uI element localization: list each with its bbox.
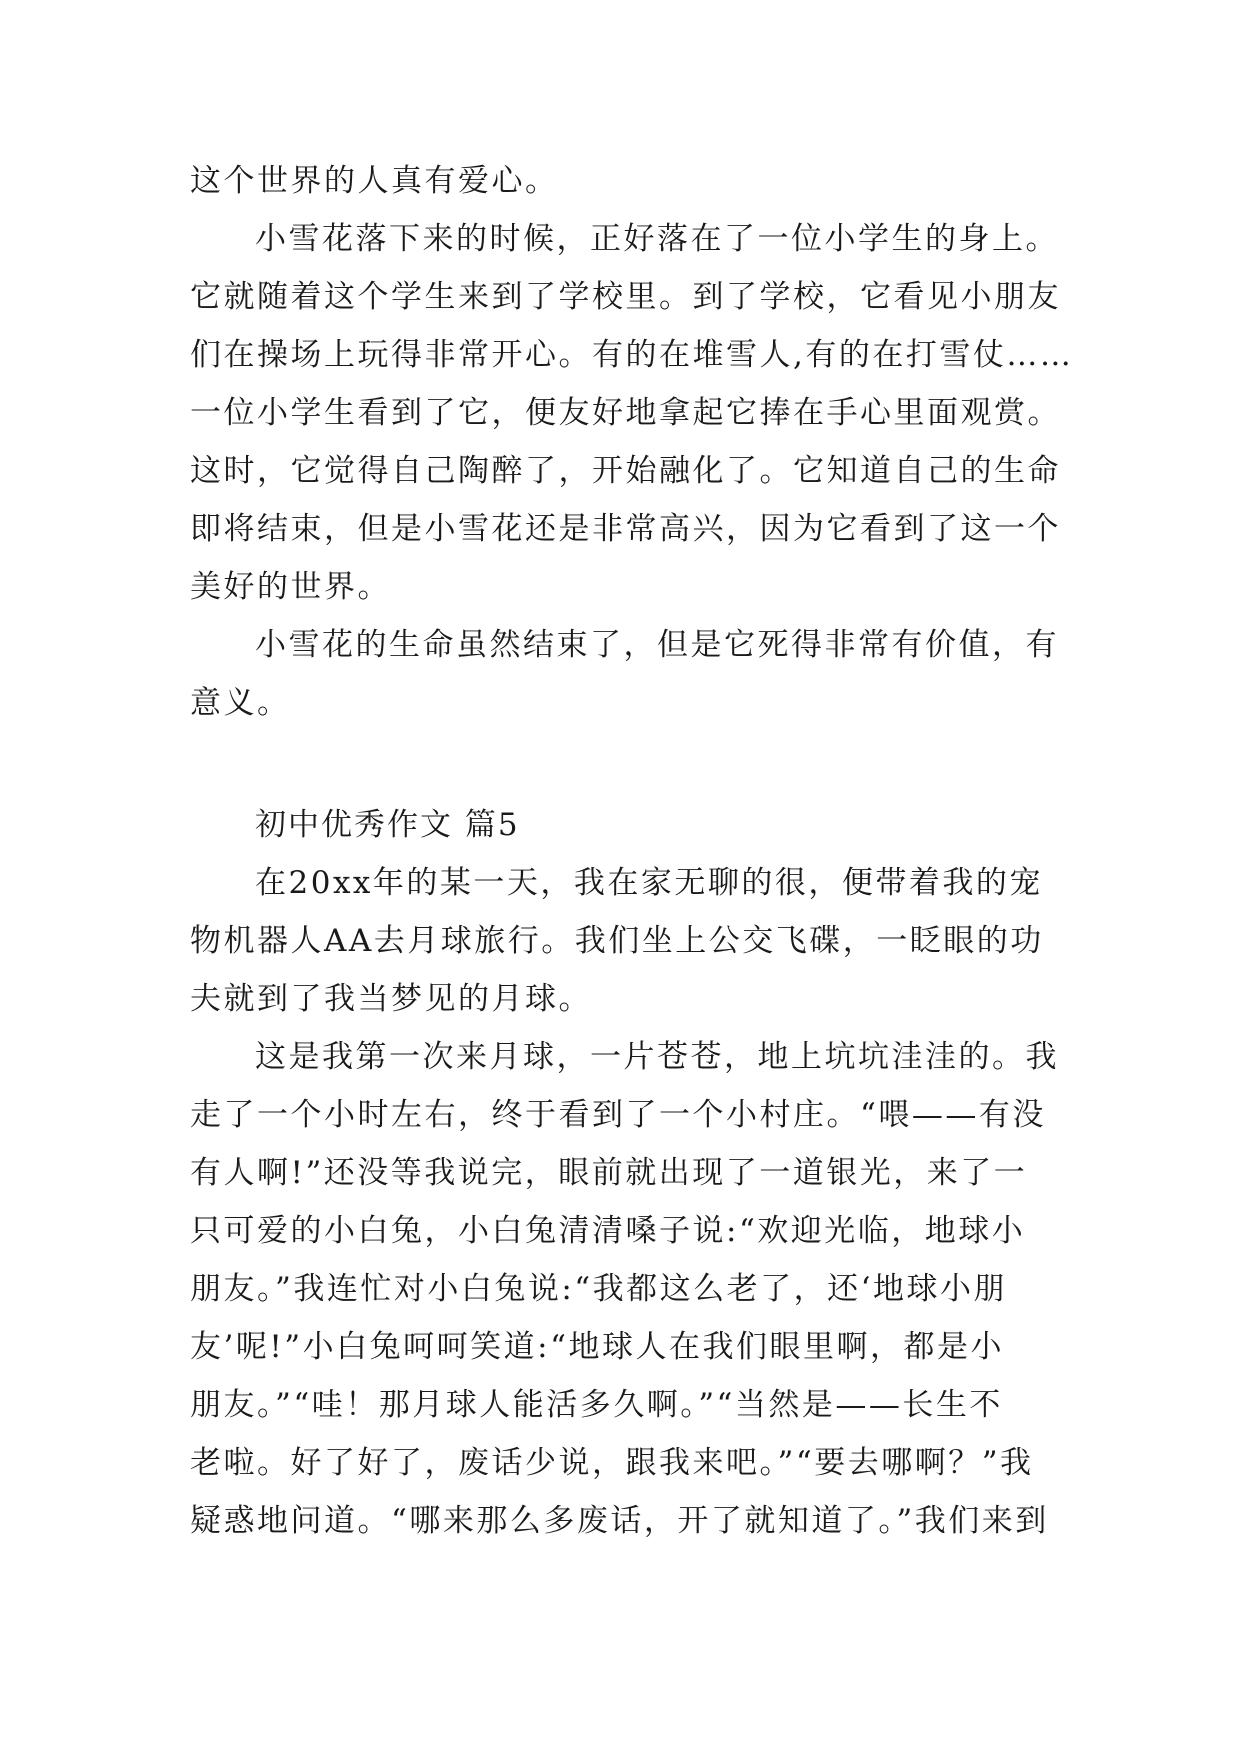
text-line: 疑惑地问道。“哪来那么多废话，开了就知道了。”我们来到 <box>190 1503 1049 1539</box>
paragraph <box>190 1028 1059 1550</box>
text-line: 朋友。”“哇！那月球人能活多久啊。”“当然是——长生不 <box>190 1387 1003 1423</box>
text-line: 友’呢!”小白兔呵呵笑道:“地球人在我们眼里啊，都是小 <box>190 1329 1004 1365</box>
text-line: 一位小学生看到了它，便友好地拿起它捧在手心里面观赏。 <box>190 395 1061 431</box>
text-line: 这个世界的人真有爱心。 <box>190 163 559 199</box>
text-line: 意义。 <box>190 685 291 721</box>
paragraph <box>190 210 1074 616</box>
section-spacer <box>190 732 1050 796</box>
text-line: 物机器人AA去月球旅行。我们坐上公交飞碟，一眨眼的功 <box>190 923 1044 959</box>
text-line: 在20xx年的某一天，我在家无聊的很，便带着我的宠 <box>255 865 1043 901</box>
text-line: 小雪花落下来的时候，正好落在了一位小学生的身上。 <box>255 221 1059 257</box>
paragraph <box>190 616 1059 732</box>
text-line: 这时，它觉得自己陶醉了，开始融化了。它知道自己的生命 <box>190 453 1061 489</box>
text-line: 小雪花的生命虽然结束了，但是它死得非常有价值，有 <box>255 627 1059 663</box>
text-line: 即将结束，但是小雪花还是非常高兴，因为它看到了这一个 <box>190 511 1061 547</box>
text-line: 有人啊!”还没等我说完，眼前就出现了一道银光，来了一 <box>190 1155 1028 1191</box>
text-line: 它就随着这个学生来到了学校里。到了学校，它看见小朋友 <box>190 279 1061 315</box>
text-line: 们在操场上玩得非常开心。有的在堆雪人,有的在打雪仗…… <box>190 337 1074 373</box>
paragraph <box>190 854 1050 1028</box>
text-line: 老啦。好了好了，废话少说，跟我来吧。”“要去哪啊？”我 <box>190 1445 1034 1481</box>
text-line: 夫就到了我当梦见的月球。 <box>190 981 592 1017</box>
text-line: 这是我第一次来月球，一片苍苍，地上坑坑洼洼的。我 <box>255 1039 1059 1075</box>
section-heading: 初中优秀作文 篇5 <box>255 807 520 843</box>
text-line: 美好的世界。 <box>190 569 391 605</box>
text-line: 只可爱的小白兔，小白兔清清嗓子说:“欢迎光临，地球小 <box>190 1213 1026 1249</box>
text-line: 朋友。”我连忙对小白兔说:“我都这么老了，还‘地球小朋 <box>190 1271 1007 1307</box>
paragraph <box>190 152 1050 210</box>
text-line: 走了一个小时左右，终于看到了一个小村庄。“喂——有没 <box>190 1097 1046 1133</box>
document-page <box>190 152 1074 1550</box>
